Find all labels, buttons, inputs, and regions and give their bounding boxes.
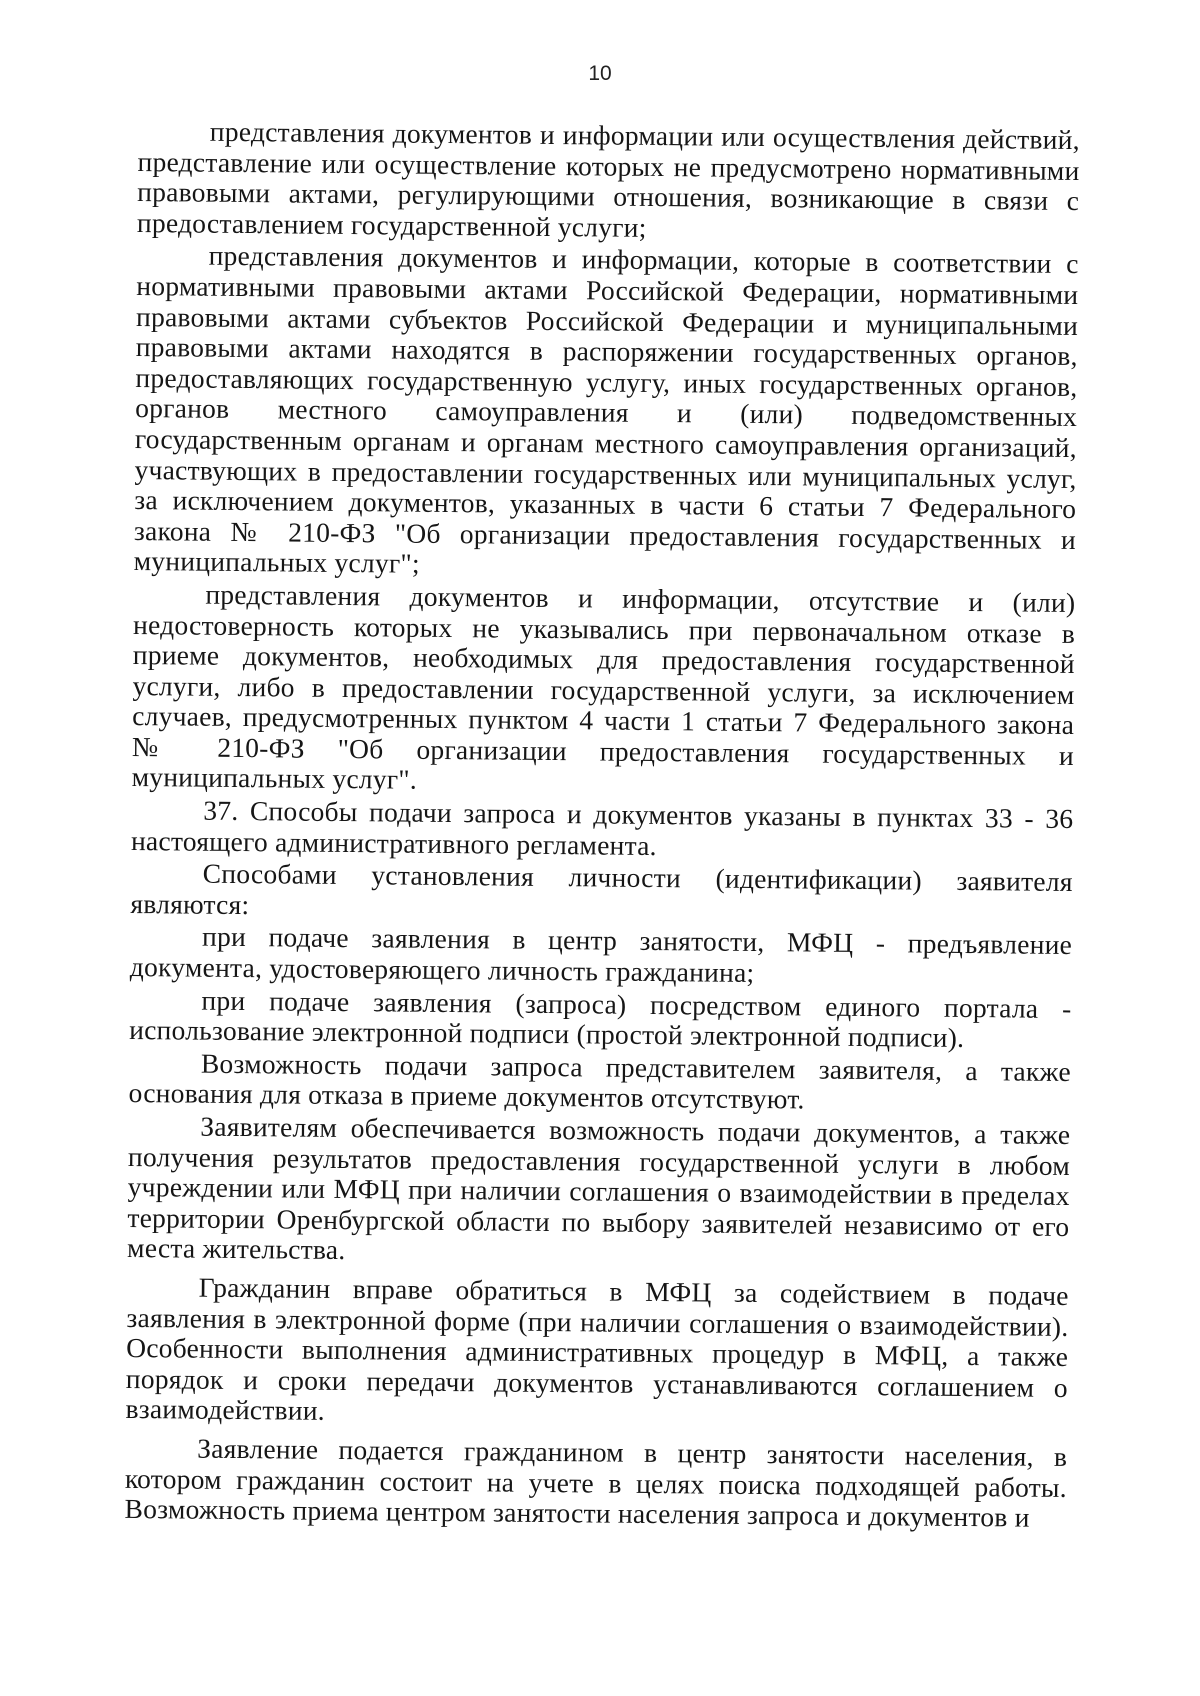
document-body	[124, 116, 1079, 1536]
paragraph-9: Заявителям обеспечивается возможность подачи документов, а также получения результатов предоставления государственной услуги в любом учреждении или МФЦ при наличии соглашения о взаимодействии в пределах территории Оренбургской области по выбору заявителей независимо от его места жительства.	[126, 1110, 1071, 1266]
paragraph-3: представления документов и информации, отсутствие и (или) недостоверность которых не указывались при первоначальном отказе в приеме документов, необходимых для предоставления государственной услуги, либо в предоставлении государственной услуги, за исключением случаев, предусмотренных пунктом 4 части 1 статьи 7 Федерального закона № 210-ФЗ "Об организации предоставления государственных и муниципальных услуг".	[131, 578, 1076, 796]
paragraph-2: представления документов и информации, которые в соответствии с нормативными правовыми актами Российской Федерации, нормативными правовыми актами субъектов Российской Федерации и муниципальными правовыми актами находятся в распоряжении государственных органов, предоставляющих государственную услугу, иных государственных органов, органов местного самоуправления и (или) подведомственных государственным органам и органам местного самоуправления организаций, участвующих в предоставлении государственных или муниципальных услуг, за исключением документов, указанных в части 6 статьи 7 Федерального закона № 210-ФЗ "Об организации предоставления государственных и муниципальных услуг";	[133, 240, 1079, 580]
paragraph-7: при подаче заявления (запроса) посредством единого портала - использование электронной подписи (простой электронной подписи).	[129, 984, 1072, 1054]
paragraph-5: Способами установления личности (идентификации) заявителя являются:	[130, 857, 1073, 920]
paragraph-6: при подаче заявления в центр занятости, МФЦ - предъявление документа, удостоверяющего личность гражданина;	[129, 921, 1073, 988]
paragraph-8: Возможность подачи запроса представителем заявителя, а также основания для отказа в приеме документов отсутствуют.	[128, 1047, 1072, 1115]
paragraph-1: представления документов и информации или осуществления действий, представление или осуществление которых не предусмотрено нормативными правовыми актами, регулирующими отношения, возникающие в связи с предоставлением государственной услуги;	[136, 115, 1080, 243]
page-number: 10	[588, 62, 612, 85]
paragraph-10: Гражданин вправе обратиться в МФЦ за содействием в подаче заявления в электронной форме (при наличии соглашения о взаимодействии). Особенности выполнения административных процедур в МФЦ, а также порядок и сроки передачи документов устанавливаются соглашением о взаимодействии.	[125, 1271, 1069, 1427]
paragraph-11: Заявление подается гражданином в центр занятости населения, в котором гражданин состоит на учете в целях поиска подходящей работы. Возможность приема центром занятости населения запроса и документов и	[124, 1432, 1068, 1533]
paragraph-4: 37. Способы подачи запроса и документов указаны в пунктах 33 - 36 настоящего административного регламента.	[130, 794, 1074, 861]
